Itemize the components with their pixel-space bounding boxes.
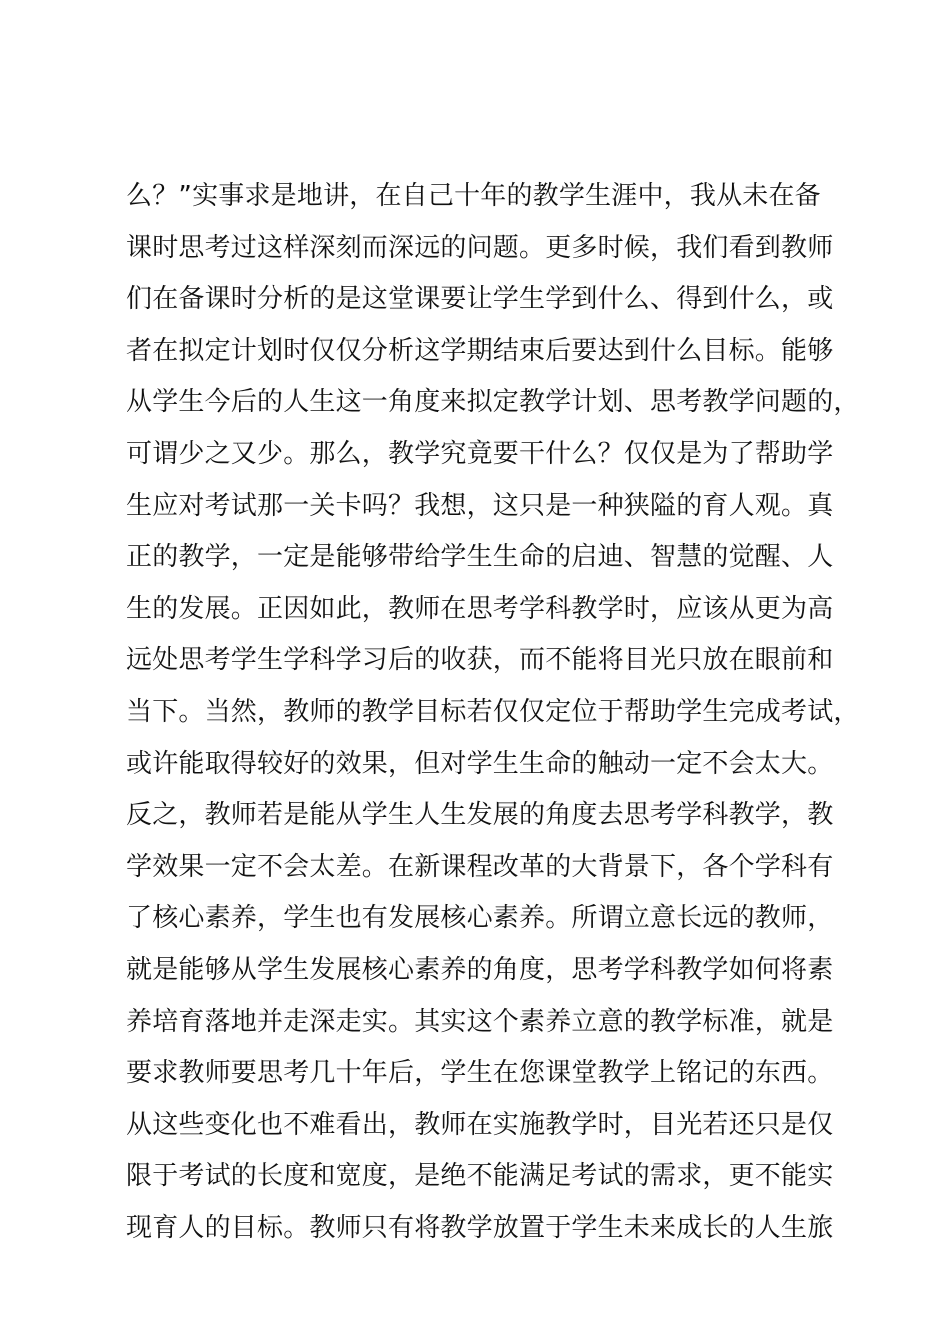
text-line: 反之，教师若是能从学生人生发展的角度去思考学科教学，教 <box>126 800 834 831</box>
text-line: 者在拟定计划时仅仅分析这学期结束后要达到什么目标。能够 <box>126 335 834 366</box>
text-line: 从学生今后的人生这一角度来拟定教学计划、思考教学问题的， <box>126 387 860 418</box>
body-text <box>126 171 860 1254</box>
text-line: 了核心素养，学生也有发展核心素养。所谓立意长远的教师， <box>126 903 834 934</box>
text-line: 正的教学，一定是能够带给学生生命的启迪、智慧的觉醒、人 <box>126 542 834 573</box>
text-line: 要求教师要思考几十年后，学生在您课堂教学上铭记的东西。 <box>126 1058 834 1089</box>
text-line: 或许能取得较好的效果，但对学生生命的触动一定不会太大。 <box>126 748 834 779</box>
text-line: 课时思考过这样深刻而深远的问题。更多时候，我们看到教师 <box>126 232 834 263</box>
text-line: 当下。当然，教师的教学目标若仅仅定位于帮助学生完成考试， <box>126 696 860 727</box>
text-line: 可谓少之又少。那么，教学究竟要干什么？仅仅是为了帮助学 <box>126 438 834 469</box>
text-line: 们在备课时分析的是这堂课要让学生学到什么、得到什么，或 <box>126 284 834 315</box>
text-line: 学效果一定不会太差。在新课程改革的大背景下，各个学科有 <box>126 851 834 882</box>
text-line: 么？”实事求是地讲，在自己十年的教学生涯中，我从未在备 <box>126 181 821 211</box>
text-line: 现育人的目标。教师只有将教学放置于学生未来成长的人生旅 <box>126 1212 834 1243</box>
text-line: 生应对考试那一关卡吗？我想，这只是一种狭隘的育人观。真 <box>126 490 834 521</box>
text-line: 远处思考学生学科学习后的收获，而不能将目光只放在眼前和 <box>126 645 834 676</box>
text-line: 养培育落地并走深走实。其实这个素养立意的教学标准，就是 <box>126 1006 834 1037</box>
text-line: 限于考试的长度和宽度，是绝不能满足考试的需求，更不能实 <box>126 1161 834 1192</box>
text-line: 从这些变化也不难看出，教师在实施教学时，目光若还只是仅 <box>126 1109 834 1140</box>
text-line: 生的发展。正因如此，教师在思考学科教学时，应该从更为高 <box>126 593 834 624</box>
text-line: 就是能够从学生发展核心素养的角度，思考学科教学如何将素 <box>126 954 834 985</box>
